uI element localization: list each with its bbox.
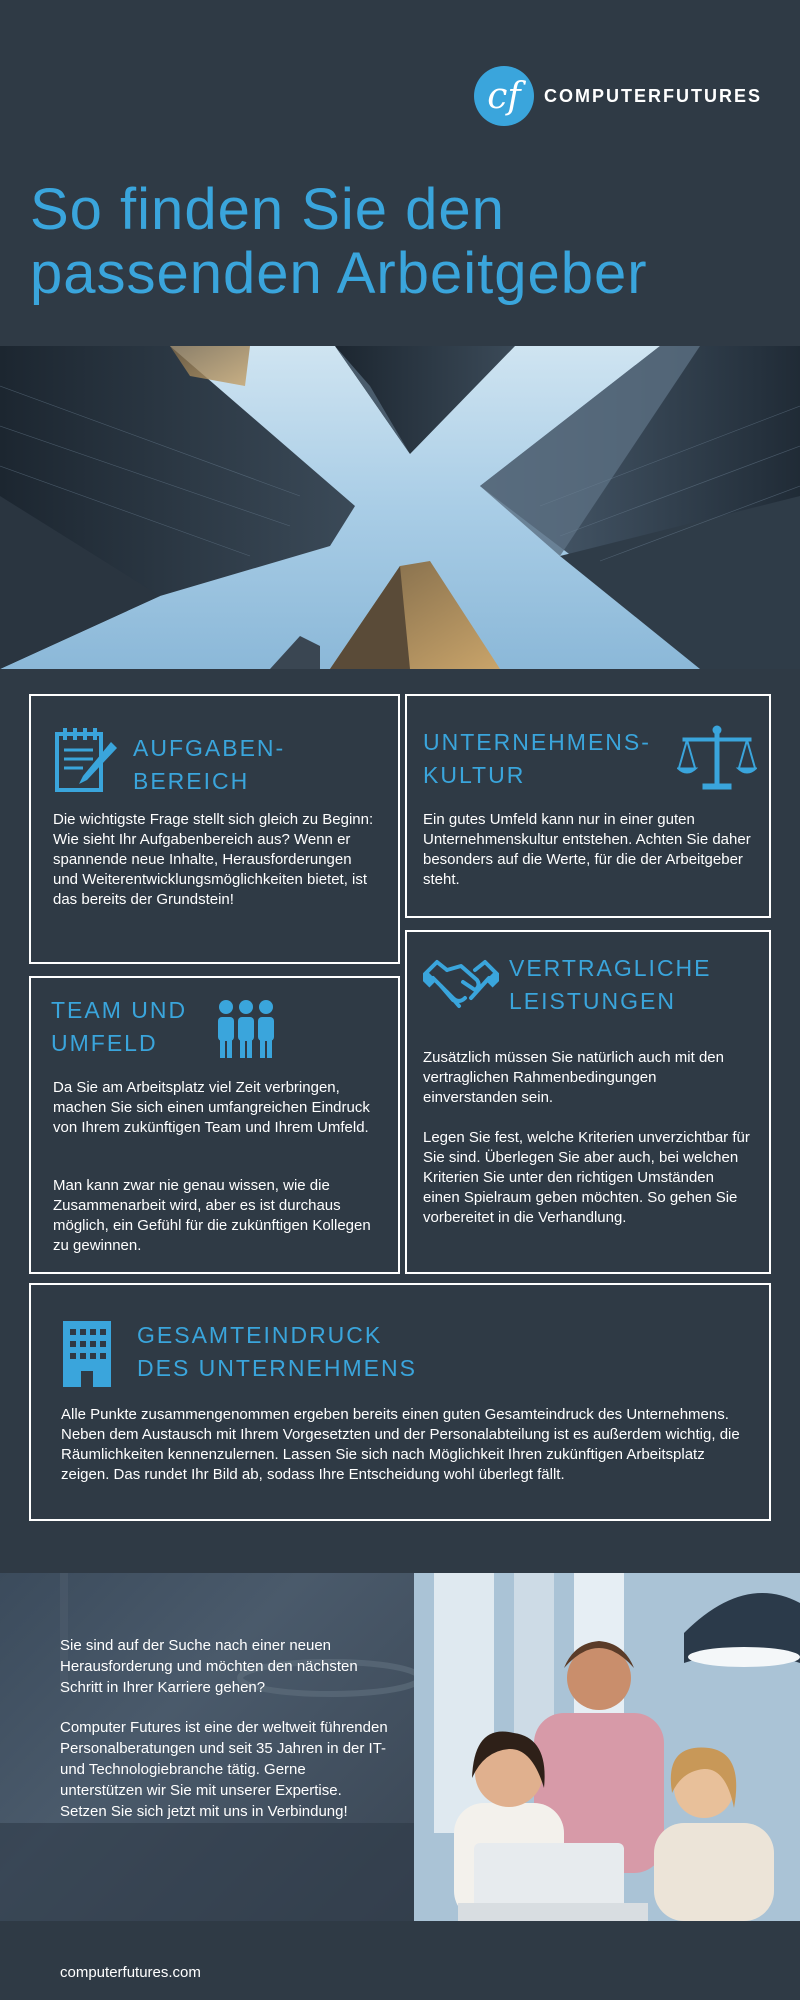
leistungen-heading-1: VERTRAGLICHE bbox=[509, 955, 712, 981]
leistungen-heading-2: LEISTUNGEN bbox=[509, 988, 676, 1014]
team-people-icon bbox=[216, 998, 276, 1060]
team-heading-2: UMFELD bbox=[51, 1030, 158, 1056]
title-line-2: passenden Arbeitgeber bbox=[30, 241, 648, 306]
office-building-icon bbox=[61, 1317, 113, 1387]
team-heading bbox=[51, 994, 187, 1060]
page-title bbox=[30, 178, 770, 306]
hero-skyline-image bbox=[0, 346, 800, 669]
kultur-heading-1: UNTERNEHMENS- bbox=[423, 729, 651, 755]
promo-text-2: Computer Futures ist eine der weltweit führenden Personalberatungen und seit 35 Jahren in der IT- und Technologiebranche tätig. Gerne unterstützen wir Sie mit unserer Expertise. Setzen Sie sich jetzt mit uns in Verbindung! bbox=[60, 1719, 388, 1820]
leistungen-text-1: Zusätzlich müssen Sie natürlich auch mit den vertraglichen Rahmenbedingungen einverstanden sein. bbox=[423, 1049, 724, 1106]
handshake-icon bbox=[423, 954, 499, 1018]
leistungen-heading bbox=[509, 952, 712, 1018]
logo-wordmark: COMPUTERFUTURES bbox=[544, 85, 762, 106]
leistungen-text-2: Legen Sie fest, welche Kriterien unverzichtbar für Sie sind. Überlegen Sie aber auch, bei welchen Kriterien Sie unter den richtigen Umständen einen Spielraum geben möchten. So gehen Sie vorbereitet in die Verhandlung. bbox=[423, 1129, 750, 1226]
gesamt-text: Alle Punkte zusammengenommen ergeben bereits einen guten Gesamteindruck des Unternehmens. Neben dem Austausch mit Ihrem Vorgesetzten und der Personalabteilung ist es außerdem wichtig, die Räumlichkeiten kennenzulernen. Lassen Sie sich nach Möglichkeit Ihren zukünftigen Arbeitsplatz zeigen. Das rundet Ihr Bild ab, sodass Ihre Entscheidung wohl überlegt fällt. bbox=[61, 1406, 740, 1483]
team-text-2: Man kann zwar nie genau wissen, wie die Zusammenarbeit wird, aber es ist durchaus möglich, ein Gefühl für die zukünftigen Kollegen zu gewinnen. bbox=[53, 1177, 371, 1254]
aufgaben-heading-1: AUFGABEN- bbox=[133, 735, 286, 761]
gesamt-heading-2: DES UNTERNEHMENS bbox=[137, 1355, 417, 1381]
gesamt-heading bbox=[137, 1319, 417, 1385]
gesamt-heading-1: GESAMTEINDRUCK bbox=[137, 1322, 383, 1348]
section-gesamteindruck bbox=[29, 1283, 771, 1521]
team-text-1: Da Sie am Arbeitsplatz viel Zeit verbringen, machen Sie sich einen umfangreichen Eindruck von Ihrem zukünftigen Team und Ihrem Umfeld. bbox=[53, 1079, 370, 1136]
kultur-text: Ein gutes Umfeld kann nur in einer guten Unternehmenskultur entstehen. Achten Sie daher besonders auf die Werte, für die der Arbeitgeber steht. bbox=[423, 811, 751, 888]
aufgaben-text: Die wichtigste Frage stellt sich gleich zu Beginn: Wie sieht Ihr Aufgabenbereich aus? Wenn er spannende neue Inhalte, Herausforderungen und Weiterentwicklungsmöglichkeiten bietet, ist das bereits der Grundstein! bbox=[53, 811, 374, 908]
section-unternehmenskultur bbox=[405, 694, 771, 918]
promo-text-1: Sie sind auf der Suche nach einer neuen Herausforderung und möchten den nächsten Schritt in Ihrer Karriere gehen? bbox=[60, 1637, 358, 1696]
company-logo[interactable] bbox=[474, 66, 762, 126]
section-aufgabenbereich bbox=[29, 694, 400, 964]
section-team-umfeld bbox=[29, 976, 400, 1274]
aufgaben-heading-2: BEREICH bbox=[133, 768, 250, 794]
section-vertragliche-leistungen bbox=[405, 930, 771, 1274]
kultur-heading-2: KULTUR bbox=[423, 762, 526, 788]
title-line-1: So finden Sie den bbox=[30, 177, 505, 242]
logo-mark: cf bbox=[474, 66, 534, 126]
notepad-pencil-icon bbox=[53, 726, 119, 796]
footer-website-link[interactable]: computerfutures.com bbox=[60, 1964, 201, 1981]
team-heading-1: TEAM UND bbox=[51, 997, 188, 1023]
team-photo-image bbox=[414, 1573, 800, 1921]
aufgaben-heading bbox=[133, 732, 285, 798]
promo-section bbox=[0, 1573, 800, 1921]
kultur-heading bbox=[423, 726, 651, 792]
scales-icon bbox=[677, 724, 757, 794]
